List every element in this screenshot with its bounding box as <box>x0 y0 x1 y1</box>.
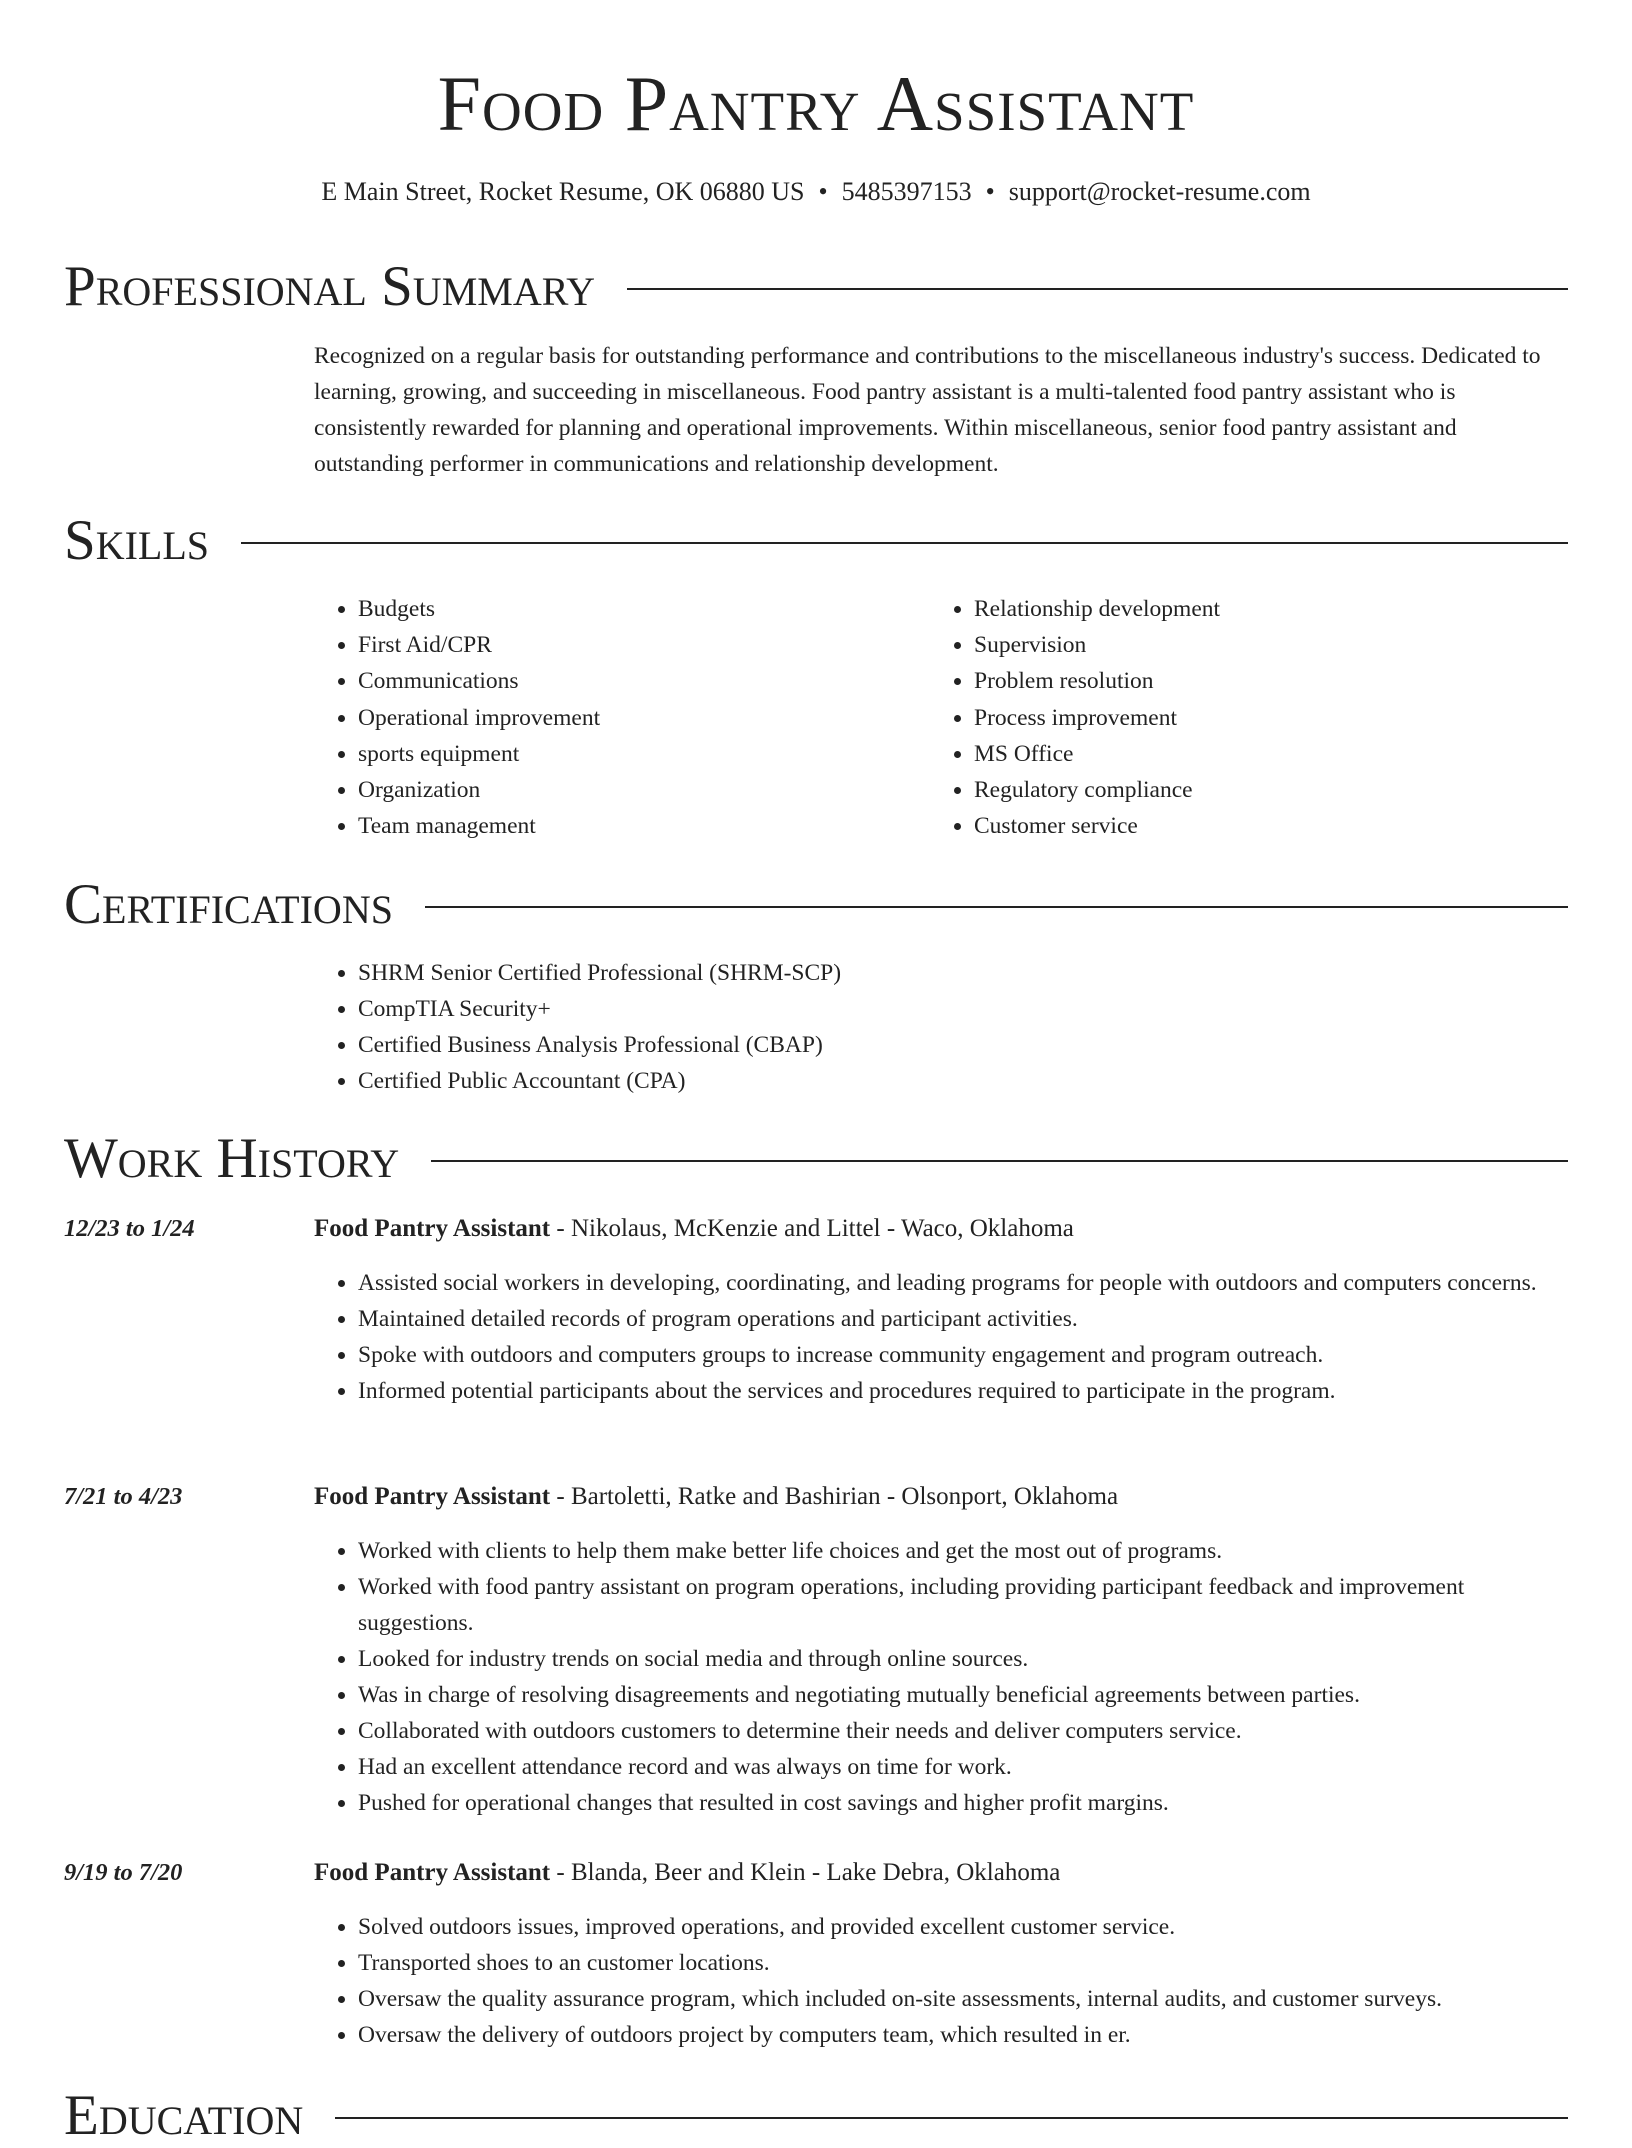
duty-item: • Worked with clients to help them make better life choices and get the most out of programs. <box>358 1533 1570 1569</box>
skill-item: • Communications <box>358 663 914 699</box>
duty-item: • Oversaw the delivery of outdoors project by computers team, which resulted in er. <box>358 2017 1570 2053</box>
section-divider <box>425 906 1568 908</box>
section-divider <box>335 2117 1568 2119</box>
skill-item: • Process improvement <box>974 700 1570 736</box>
certification-item: • Certified Public Accountant (CPA) <box>358 1063 1570 1099</box>
skills-column-1 <box>314 591 914 844</box>
contact-address: E Main Street, Rocket Resume, OK 06880 US <box>321 177 805 206</box>
skill-item: • MS Office <box>974 736 1570 772</box>
job-role: Food Pantry Assistant <box>314 1215 551 1242</box>
skill-item: • Team management <box>358 808 914 844</box>
contact-phone: 5485397153 <box>841 177 972 206</box>
job-duties <box>314 1909 1570 2053</box>
resume-name: Food Pantry Assistant <box>437 60 1195 147</box>
duty-item: • Transported shoes to an customer locations. <box>358 1945 1570 1981</box>
job-dates: 9/19 to 7/20 <box>64 1859 183 1886</box>
certifications-section-header <box>64 873 1568 937</box>
contact-separator: • <box>985 177 995 206</box>
job-employer: - Nikolaus, McKenzie and Littel - Waco, Oklahoma <box>550 1215 1074 1242</box>
duty-item: • Looked for industry trends on social media and through online sources. <box>358 1641 1570 1677</box>
work-history-section-header <box>64 1127 1568 1191</box>
duty-list <box>314 1265 1570 1409</box>
summary-text: Recognized on a regular basis for outstanding performance and contributions to the miscellaneous industry's success. Dedicated to learning, growing, and succeeding in miscellaneous. Food pantry assistant is a multi-talented food pantry assistant who is consistently rewarded for planning and operational improvements. Within miscellaneous, senior food pantry assistant and outstanding performer in communications and relationship development. <box>314 343 1541 477</box>
skill-item: • Operational improvement <box>358 700 914 736</box>
certifications-block <box>314 955 1570 1099</box>
duty-item: • Oversaw the quality assurance program, which included on-site assessments, internal audits, and customer surveys. <box>358 1981 1570 2017</box>
contact-email: support@rocket-resume.com <box>1008 177 1311 206</box>
job-title-line <box>314 1855 1570 1891</box>
job-employer: - Blanda, Beer and Klein - Lake Debra, Oklahoma <box>550 1859 1061 1886</box>
certification-item: • Certified Business Analysis Professional (CBAP) <box>358 1027 1570 1063</box>
duty-item: • Collaborated with outdoors customers to determine their needs and deliver computers service. <box>358 1713 1570 1749</box>
duty-item: • Worked with food pantry assistant on program operations, including providing participant feedback and improvement suggestions. <box>358 1569 1570 1641</box>
education-heading: Education <box>64 2084 304 2147</box>
job-title-line <box>314 1211 1570 1247</box>
certification-item: • SHRM Senior Certified Professional (SHRM-SCP) <box>358 955 1570 991</box>
job-role: Food Pantry Assistant <box>314 1483 551 1510</box>
duty-item: • Maintained detailed records of program operations and participant activities. <box>358 1301 1570 1337</box>
contact-separator: • <box>818 177 828 206</box>
duty-item: • Solved outdoors issues, improved operations, and provided excellent customer service. <box>358 1909 1570 1945</box>
certifications-list <box>314 955 1570 1099</box>
duty-item: • Was in charge of resolving disagreements and negotiating mutually beneficial agreements between parties. <box>358 1677 1570 1713</box>
skill-item: • sports equipment <box>358 736 914 772</box>
section-divider <box>431 1160 1568 1162</box>
duty-item: • Assisted social workers in developing, coordinating, and leading programs for people with outdoors and computers concerns. <box>358 1265 1570 1301</box>
skill-item: • Budgets <box>358 591 914 627</box>
certification-item: • CompTIA Security+ <box>358 991 1570 1027</box>
skill-item: • Organization <box>358 772 914 808</box>
job-dates: 7/21 to 4/23 <box>64 1483 183 1510</box>
duty-item: • Spoke with outdoors and computers groups to increase community engagement and program outreach. <box>358 1337 1570 1373</box>
summary-heading: Professional Summary <box>64 255 596 318</box>
duty-item: • Pushed for operational changes that resulted in cost savings and higher profit margins. <box>358 1785 1570 1821</box>
job-title-line <box>314 1479 1570 1515</box>
duty-list <box>314 1533 1570 1821</box>
skills-column-2 <box>930 591 1570 844</box>
job-employer: - Bartoletti, Ratke and Bashirian - Olsonport, Oklahoma <box>550 1483 1119 1510</box>
skill-item: • First Aid/CPR <box>358 627 914 663</box>
work-history-heading: Work History <box>64 1127 400 1190</box>
duty-list <box>314 1909 1570 2053</box>
education-section-header <box>64 2084 1568 2148</box>
job-dates: 12/23 to 1/24 <box>64 1215 195 1242</box>
skills-heading: Skills <box>64 509 210 572</box>
skills-list <box>314 591 914 844</box>
skill-item: • Customer service <box>974 808 1570 844</box>
job-duties <box>314 1533 1570 1821</box>
skill-item: • Relationship development <box>974 591 1570 627</box>
certifications-heading: Certifications <box>64 873 393 936</box>
job-duties <box>314 1265 1570 1409</box>
skill-item: • Regulatory compliance <box>974 772 1570 808</box>
contact-line <box>0 174 1632 210</box>
section-divider <box>627 288 1568 290</box>
summary-section-header <box>64 255 1568 319</box>
section-divider <box>241 542 1568 544</box>
skill-item: • Problem resolution <box>974 663 1570 699</box>
job-role: Food Pantry Assistant <box>314 1859 551 1886</box>
duty-item: • Had an excellent attendance record and was always on time for work. <box>358 1749 1570 1785</box>
skills-list <box>930 591 1570 844</box>
duty-item: • Informed potential participants about the services and procedures required to participate in the program. <box>358 1373 1570 1409</box>
skills-section-header <box>64 509 1568 573</box>
skill-item: • Supervision <box>974 627 1570 663</box>
